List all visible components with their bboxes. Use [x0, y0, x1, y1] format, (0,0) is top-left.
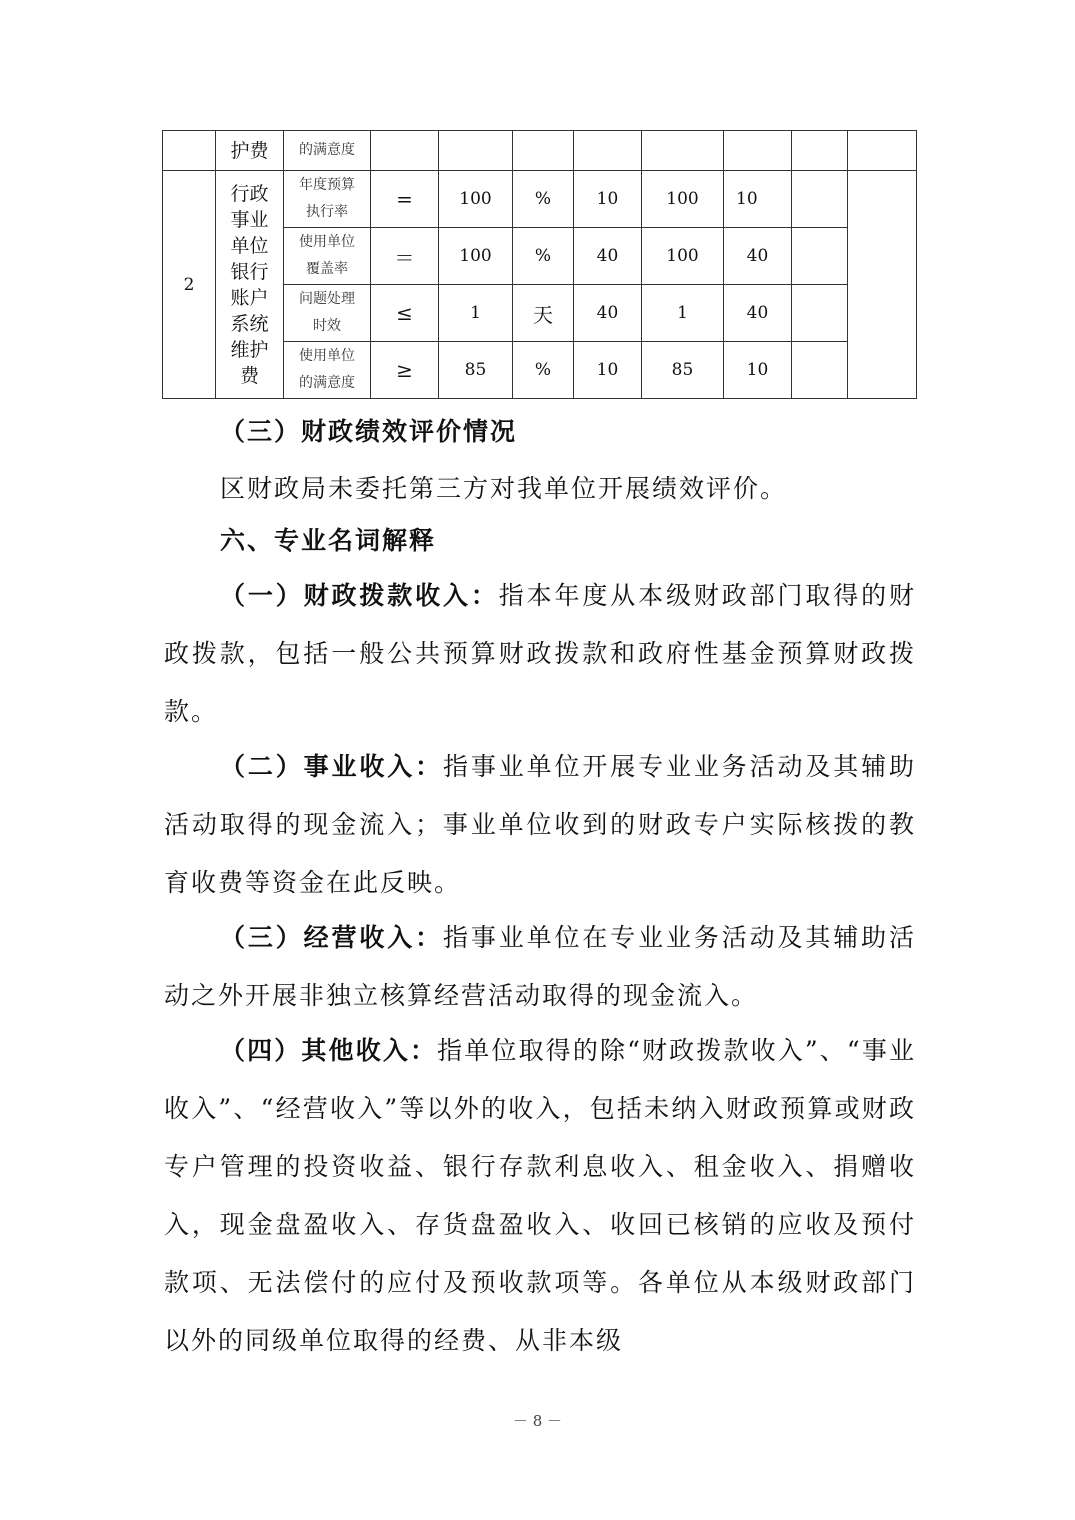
- weight-cell: 40: [574, 285, 642, 342]
- term-definition: 指事业单位在专业业务活动及其辅助活动之外开展非独立核算经营活动取得的现金流入。: [164, 923, 916, 1010]
- weight-cell: 10: [574, 342, 642, 399]
- term-paragraph: [164, 567, 916, 741]
- project-name-line: 银行: [230, 260, 269, 283]
- table-row: [163, 171, 917, 228]
- table-cell: [724, 131, 792, 171]
- section-heading-terms: 六、专业名词解释: [220, 526, 437, 555]
- indicator-line: 年度预算: [299, 177, 355, 193]
- target-cell: 100: [439, 171, 513, 228]
- actual-cell: 85: [642, 342, 724, 399]
- term-paragraph: [164, 909, 916, 1025]
- table-cell: [792, 228, 848, 285]
- term-label: （四）其他收入：: [220, 1036, 438, 1065]
- term-label: （二）事业收入：: [220, 752, 443, 781]
- table-cell: [792, 171, 848, 228]
- table-cell: [792, 131, 848, 171]
- actual-cell: 1: [642, 285, 724, 342]
- weight-cell: 40: [574, 228, 642, 285]
- indicator-cell: [284, 228, 371, 285]
- operator-cell: ＝: [371, 228, 439, 285]
- table-cell: [574, 131, 642, 171]
- project-name-line: 账户: [230, 286, 269, 309]
- remark-cell: [848, 171, 917, 399]
- table-cell: [371, 131, 439, 171]
- operator-cell: ≥: [371, 342, 439, 399]
- indicator-line: 使用单位: [299, 234, 355, 250]
- term-label: （一）财政拨款收入：: [220, 581, 499, 610]
- indicator-cell: 的满意度: [284, 131, 371, 171]
- weight-cell: 10: [574, 171, 642, 228]
- term-label: （三）经营收入：: [220, 923, 443, 952]
- actual-cell: 100: [642, 228, 724, 285]
- score-cell: 40: [724, 285, 792, 342]
- indicator-line: 时效: [313, 318, 341, 334]
- table-cell: [642, 131, 724, 171]
- term-definition: 指单位取得的除“财政拨款收入”、“事业收入”、“经营收入”等以外的收入，包括未纳入财政预算或财政专户管理的投资收益、银行存款利息收入、租金收入、捐赠收入，现金盘盈收入、存货盘盈收入、收回已核销的应收及预付款项、无法偿付的应付及预收款项等。各单位从本级财政部门以外的同级单位取得的经费、从非本级: [164, 1036, 916, 1355]
- unit-cell: %: [513, 342, 574, 399]
- indicator-line: 问题处理: [299, 291, 355, 307]
- table-cell: [163, 131, 216, 171]
- indicator-line: 使用单位: [299, 348, 355, 364]
- project-name-line: 事业: [230, 208, 269, 231]
- row-index-cell: 2: [163, 171, 216, 399]
- term-definition: 指本年度从本级财政部门取得的财政拨款，包括一般公共预算财政拨款和政府性基金预算财政拨款。: [164, 581, 916, 726]
- term-definition: 指事业单位开展专业业务活动及其辅助活动取得的现金流入；事业单位收到的财政专户实际核拨的教育收费等资金在此反映。: [164, 752, 916, 897]
- indicator-cell: [284, 342, 371, 399]
- indicator-line: 覆盖率: [306, 261, 348, 277]
- table-row: [163, 131, 917, 171]
- target-cell: 100: [439, 228, 513, 285]
- indicator-cell: [284, 171, 371, 228]
- project-name-line: 行政: [230, 182, 269, 205]
- unit-cell: 天: [513, 285, 574, 342]
- table-cell: [848, 131, 917, 171]
- section-heading-eval: （三）财政绩效评价情况: [220, 417, 518, 446]
- indicator-line: 的满意度: [299, 375, 355, 391]
- table-cell: [439, 131, 513, 171]
- table-cell: [792, 342, 848, 399]
- unit-cell: %: [513, 171, 574, 228]
- unit-cell: %: [513, 228, 574, 285]
- table-cell: [792, 285, 848, 342]
- project-name-cell: [216, 171, 284, 399]
- score-cell: 10: [724, 171, 792, 228]
- term-paragraph: [164, 1022, 916, 1370]
- actual-cell: 100: [642, 171, 724, 228]
- project-name-line: 系统: [230, 312, 269, 335]
- eval-paragraph: 区财政局未委托第三方对我单位开展绩效评价。: [220, 474, 788, 503]
- project-name-cell: 护费: [216, 131, 284, 171]
- target-cell: 1: [439, 285, 513, 342]
- performance-table: [162, 130, 917, 399]
- project-name-line: 单位: [230, 234, 269, 257]
- target-cell: 85: [439, 342, 513, 399]
- term-paragraph: [164, 738, 916, 912]
- project-name-line: 费: [239, 364, 259, 387]
- indicator-cell: [284, 285, 371, 342]
- page-number: － 8 －: [512, 1412, 563, 1430]
- indicator-line: 执行率: [306, 204, 348, 220]
- score-cell: 10: [724, 342, 792, 399]
- score-cell: 40: [724, 228, 792, 285]
- table-cell: [513, 131, 574, 171]
- operator-cell: ≤: [371, 285, 439, 342]
- operator-cell: =: [371, 171, 439, 228]
- project-name-line: 维护: [230, 338, 269, 361]
